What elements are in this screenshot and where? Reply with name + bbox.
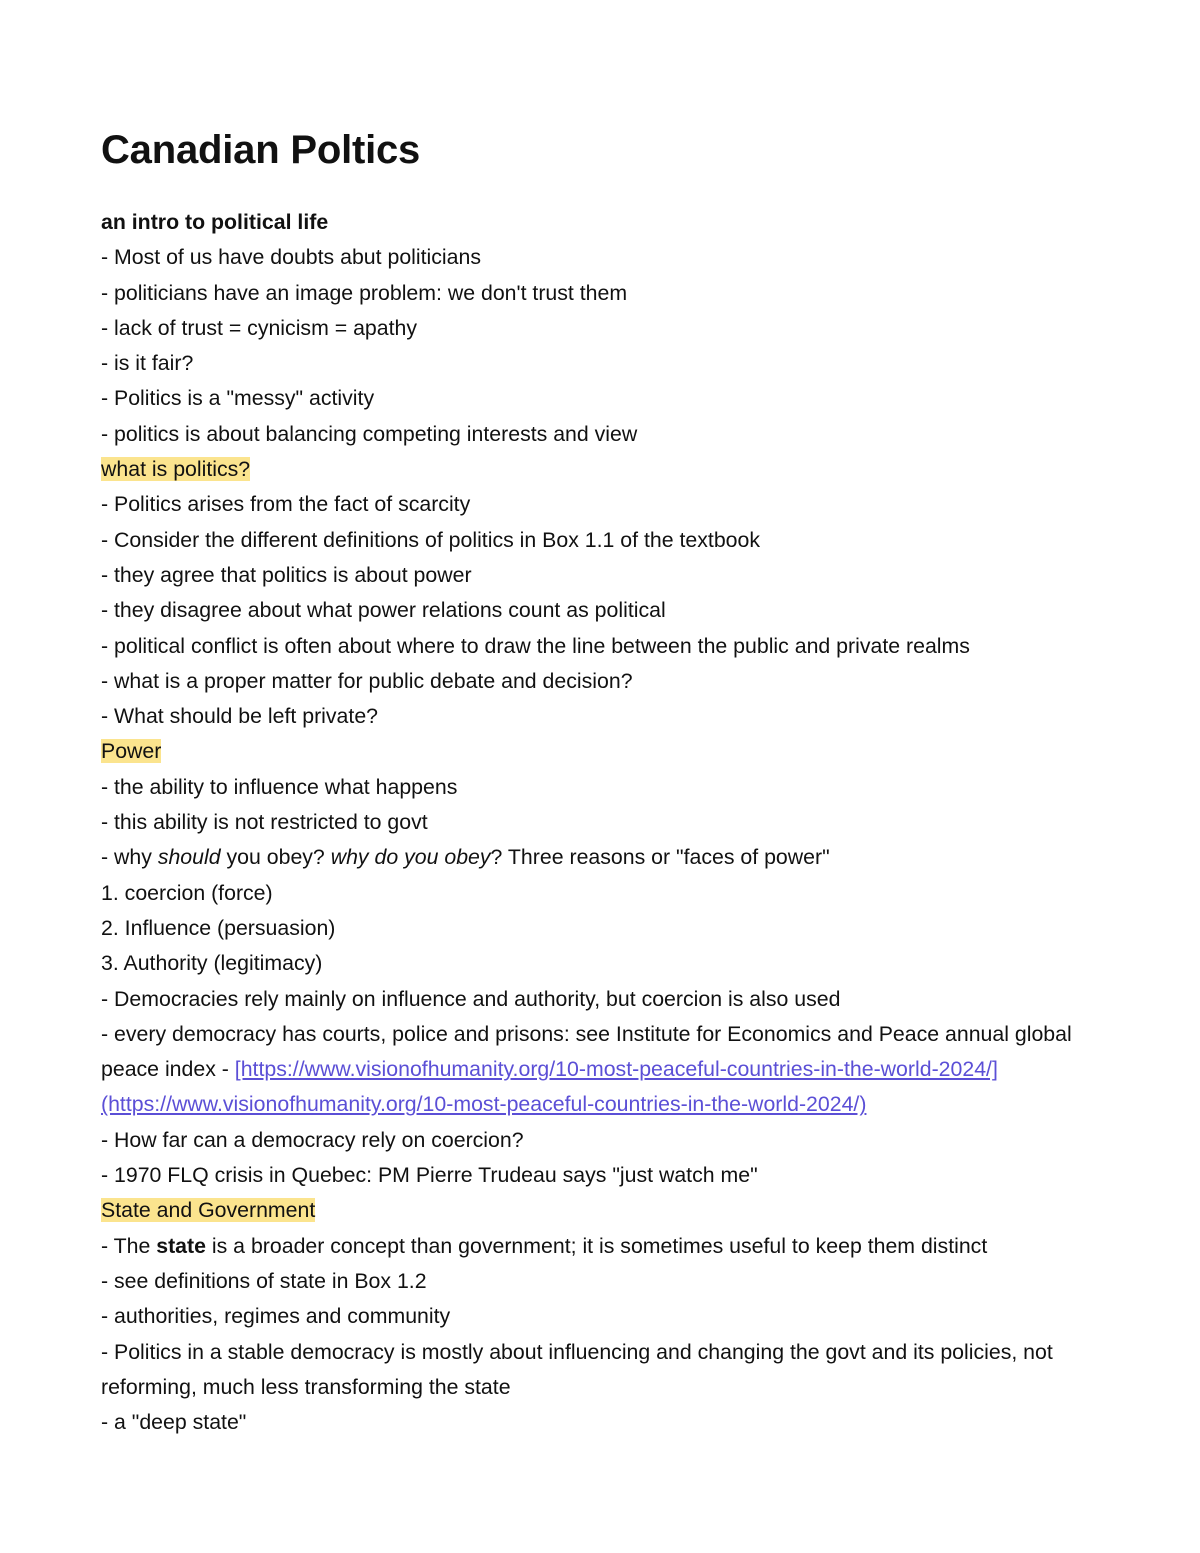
- note-line: - What should be left private?: [101, 704, 379, 729]
- note-line: - Politics arises from the fact of scarcity: [101, 492, 471, 517]
- note-line: - see definitions of state in Box 1.2: [101, 1268, 427, 1293]
- note-line: - politicians have an image problem: we don't trust them: [101, 280, 628, 305]
- numbered-item: 2. Influence (persuasion): [101, 915, 336, 940]
- highlighted-heading: what is politics?: [101, 457, 251, 482]
- highlighted-heading: State and Government: [101, 1198, 316, 1223]
- note-line: - How far can a democracy rely on coercion?: [101, 1127, 524, 1152]
- note-line: - Most of us have doubts abut politicians: [101, 245, 482, 270]
- note-line: - Politics in a stable democracy is mostly about influencing and changing the govt and its policies, not reforming, much less transforming the state: [101, 1339, 1053, 1399]
- bold-text: state: [156, 1233, 206, 1258]
- numbered-item: 1. coercion (force): [101, 880, 273, 905]
- note-line: - Democracies rely mainly on influence and authority, but coercion is also used: [101, 986, 841, 1011]
- note-line: - Politics is a "messy" activity: [101, 386, 375, 411]
- note-line-why-obey: [101, 840, 1101, 875]
- note-line: - lack of trust = cynicism = apathy: [101, 315, 418, 340]
- note-line: - they disagree about what power relations count as political: [101, 598, 666, 623]
- text-run: you obey?: [220, 845, 331, 870]
- peace-index-link[interactable]: [https://www.visionofhumanity.org/10-most-peaceful-countries-in-the-world-2024/](https://www.visionofhumanity.org/10-most-peaceful-countries-in-the-world-2024/): [101, 1057, 998, 1117]
- text-run: ? Three reasons or "faces of power": [490, 845, 830, 870]
- note-line-state: [101, 1229, 1101, 1264]
- heading-what-is-politics: [101, 452, 1101, 487]
- note-line: - authorities, regimes and community: [101, 1304, 451, 1329]
- highlighted-heading: Power: [101, 739, 162, 764]
- page-title: Canadian Poltics: [101, 128, 421, 172]
- note-line: - political conflict is often about where to draw the line between the public and private realms: [101, 633, 970, 658]
- text-run: - every democracy has courts, police and prisons: see Institute for Economics and Peace annual global peace index -: [101, 1021, 1072, 1082]
- note-line: - is it fair?: [101, 351, 194, 376]
- note-line: - politics is about balancing competing interests and view: [101, 421, 638, 446]
- heading-power: [101, 734, 1101, 769]
- text-run: - why: [101, 845, 158, 870]
- heading-state-and-government: [101, 1193, 1101, 1228]
- note-line: - Consider the different definitions of politics in Box 1.1 of the textbook: [101, 527, 761, 552]
- note-line: - a "deep state": [101, 1410, 247, 1435]
- note-line: - the ability to influence what happens: [101, 774, 458, 799]
- note-line: - 1970 FLQ crisis in Quebec: PM Pierre Trudeau says "just watch me": [101, 1163, 758, 1188]
- note-line: - they agree that politics is about power: [101, 562, 472, 587]
- document-page: [101, 124, 1101, 1440]
- italic-text: why do you obey: [330, 845, 491, 870]
- italic-text: should: [157, 845, 221, 870]
- text-run: - The: [101, 1233, 157, 1258]
- note-line-courts: [101, 1017, 1086, 1123]
- numbered-item: 3. Authority (legitimacy): [101, 951, 323, 976]
- note-line: - this ability is not restricted to govt: [101, 810, 428, 835]
- section-subtitle: an intro to political life: [101, 210, 329, 234]
- note-line: - what is a proper matter for public debate and decision?: [101, 668, 633, 693]
- text-run: is a broader concept than government; it is sometimes useful to keep them distinct: [205, 1233, 988, 1258]
